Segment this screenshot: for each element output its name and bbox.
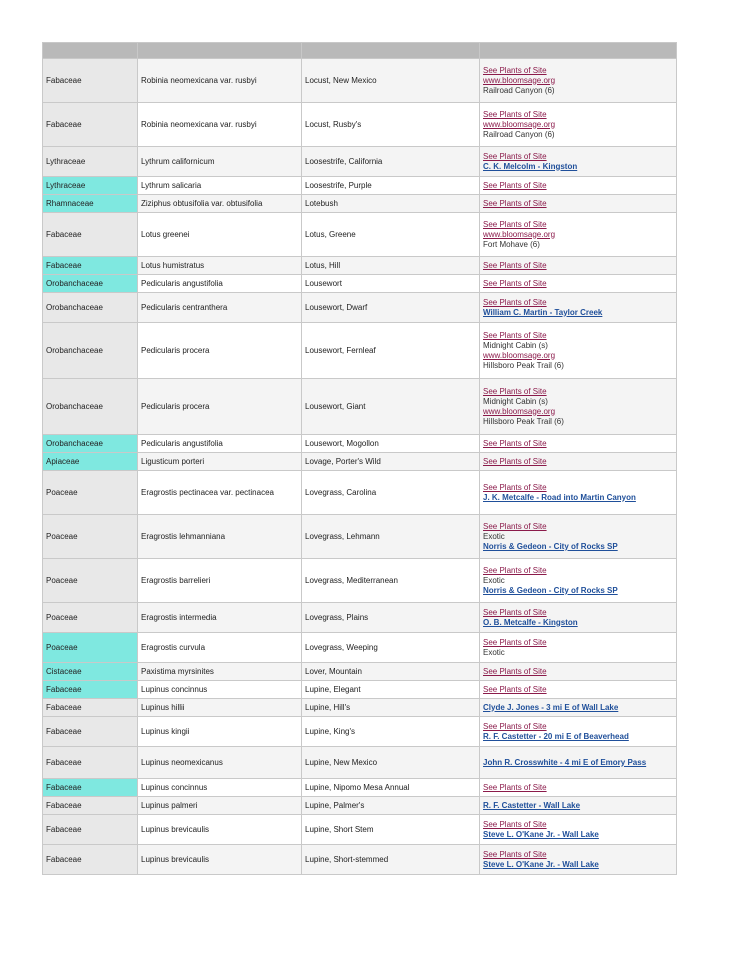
species-cell: Lupinus neomexicanus: [138, 747, 302, 779]
site-link[interactable]: R. F. Castetter - 20 mi E of Beaverhead: [483, 731, 629, 741]
species-cell: Lupinus concinnus: [138, 681, 302, 699]
species-cell: Robinia neomexicana var. rusbyi: [138, 103, 302, 147]
table-row: [43, 633, 677, 663]
links-cell: [480, 453, 677, 471]
links-cell: [480, 681, 677, 699]
site-link[interactable]: C. K. Melcolm - Kingston: [483, 161, 578, 171]
table-row: [43, 747, 677, 779]
table-row: [43, 59, 677, 103]
site-link[interactable]: Steve L. O'Kane Jr. - Wall Lake: [483, 829, 599, 839]
species-cell: Lotus greenei: [138, 213, 302, 257]
site-link[interactable]: See Plants of Site: [483, 456, 547, 466]
site-link[interactable]: See Plants of Site: [483, 198, 547, 208]
table-row: [43, 177, 677, 195]
site-link[interactable]: R. F. Castetter - Wall Lake: [483, 800, 581, 810]
site-link[interactable]: See Plants of Site: [483, 180, 547, 190]
site-note: Hillsboro Peak Trail (6): [483, 360, 564, 370]
table-row: [43, 845, 677, 875]
family-cell: Fabaceae: [43, 59, 138, 103]
family-cell: Fabaceae: [43, 257, 138, 275]
table-row: [43, 681, 677, 699]
site-note: Exotic: [483, 575, 505, 585]
table-row: [43, 515, 677, 559]
common-name-cell: Locust, Rusby's: [302, 103, 480, 147]
common-name-cell: Lovegrass, Lehmann: [302, 515, 480, 559]
table-row: [43, 717, 677, 747]
site-link[interactable]: See Plants of Site: [483, 151, 547, 161]
family-cell: Fabaceae: [43, 747, 138, 779]
species-cell: Eragrostis lehmanniana: [138, 515, 302, 559]
family-cell: Fabaceae: [43, 699, 138, 717]
table-header-row: [43, 43, 677, 59]
links-cell: [480, 633, 677, 663]
species-cell: Lythrum salicaria: [138, 177, 302, 195]
site-link[interactable]: See Plants of Site: [483, 637, 547, 647]
family-cell: Orobanchaceae: [43, 379, 138, 435]
common-name-cell: Lover, Mountain: [302, 663, 480, 681]
site-note: Exotic: [483, 647, 505, 657]
links-cell: [480, 275, 677, 293]
common-name-cell: Lousewort, Dwarf: [302, 293, 480, 323]
common-name-cell: Lovage, Porter's Wild: [302, 453, 480, 471]
family-cell: Poaceae: [43, 471, 138, 515]
links-cell: [480, 323, 677, 379]
species-cell: Pedicularis procera: [138, 379, 302, 435]
species-cell: Paxistima myrsinites: [138, 663, 302, 681]
species-cell: Ziziphus obtusifolia var. obtusifolia: [138, 195, 302, 213]
common-name-cell: Lupine, Nipomo Mesa Annual: [302, 779, 480, 797]
links-cell: [480, 379, 677, 435]
table-row: [43, 663, 677, 681]
site-link[interactable]: www.bloomsage.org: [483, 229, 556, 239]
site-note: Midnight Cabin (s): [483, 396, 548, 406]
site-link[interactable]: See Plants of Site: [483, 849, 547, 859]
table-row: [43, 213, 677, 257]
site-note: Midnight Cabin (s): [483, 340, 548, 350]
table-row: [43, 559, 677, 603]
links-cell: [480, 213, 677, 257]
site-link[interactable]: www.bloomsage.org: [483, 75, 556, 85]
links-cell: [480, 797, 677, 815]
header-cell: [138, 43, 302, 59]
site-link[interactable]: See Plants of Site: [483, 782, 547, 792]
table-body: [43, 59, 677, 875]
family-cell: Poaceae: [43, 633, 138, 663]
table-row: [43, 699, 677, 717]
header-cell: [43, 43, 138, 59]
species-cell: Lupinus palmeri: [138, 797, 302, 815]
site-link[interactable]: See Plants of Site: [483, 330, 547, 340]
links-cell: [480, 59, 677, 103]
links-cell: [480, 471, 677, 515]
site-link[interactable]: John R. Crosswhite - 4 mi E of Emory Pass: [483, 757, 647, 767]
links-cell: [480, 177, 677, 195]
table-row: [43, 323, 677, 379]
table-row: [43, 379, 677, 435]
family-cell: Poaceae: [43, 603, 138, 633]
site-link[interactable]: William C. Martin - Taylor Creek: [483, 307, 603, 317]
table-row: [43, 603, 677, 633]
common-name-cell: Lovegrass, Plains: [302, 603, 480, 633]
site-link[interactable]: See Plants of Site: [483, 438, 547, 448]
common-name-cell: Locust, New Mexico: [302, 59, 480, 103]
common-name-cell: Lupine, Short Stem: [302, 815, 480, 845]
site-note: Railroad Canyon (6): [483, 129, 555, 139]
common-name-cell: Lupine, Palmer's: [302, 797, 480, 815]
site-link[interactable]: See Plants of Site: [483, 607, 547, 617]
site-link[interactable]: O. B. Metcalfe - Kingston: [483, 617, 578, 627]
links-cell: [480, 815, 677, 845]
common-name-cell: Lotebush: [302, 195, 480, 213]
site-link[interactable]: See Plants of Site: [483, 278, 547, 288]
family-cell: Apiaceae: [43, 453, 138, 471]
species-cell: Ligusticum porteri: [138, 453, 302, 471]
site-link[interactable]: Steve L. O'Kane Jr. - Wall Lake: [483, 859, 599, 869]
common-name-cell: Lupine, Elegant: [302, 681, 480, 699]
links-cell: [480, 515, 677, 559]
common-name-cell: Lovegrass, Weeping: [302, 633, 480, 663]
site-link[interactable]: www.bloomsage.org: [483, 350, 556, 360]
species-cell: Lythrum californicum: [138, 147, 302, 177]
site-link[interactable]: www.bloomsage.org: [483, 119, 556, 129]
table-row: [43, 435, 677, 453]
links-cell: [480, 559, 677, 603]
common-name-cell: Lovegrass, Mediterranean: [302, 559, 480, 603]
site-link[interactable]: See Plants of Site: [483, 521, 547, 531]
species-cell: Lupinus brevicaulis: [138, 845, 302, 875]
links-cell: [480, 293, 677, 323]
site-link[interactable]: See Plants of Site: [483, 819, 547, 829]
site-link[interactable]: J. K. Metcalfe - Road into Martin Canyon: [483, 492, 636, 502]
site-note: Fort Mohave (6): [483, 239, 540, 249]
species-cell: Lupinus brevicaulis: [138, 815, 302, 845]
links-cell: [480, 699, 677, 717]
plant-list-table: [42, 42, 677, 875]
site-note: Railroad Canyon (6): [483, 85, 555, 95]
family-cell: Orobanchaceae: [43, 323, 138, 379]
links-cell: [480, 147, 677, 177]
family-cell: Rhamnaceae: [43, 195, 138, 213]
family-cell: Fabaceae: [43, 779, 138, 797]
site-link[interactable]: See Plants of Site: [483, 219, 547, 229]
table-row: [43, 779, 677, 797]
species-cell: Lupinus concinnus: [138, 779, 302, 797]
common-name-cell: Lousewort, Giant: [302, 379, 480, 435]
site-link[interactable]: See Plants of Site: [483, 721, 547, 731]
family-cell: Orobanchaceae: [43, 435, 138, 453]
site-link[interactable]: See Plants of Site: [483, 109, 547, 119]
site-link[interactable]: See Plants of Site: [483, 386, 547, 396]
common-name-cell: Lupine, Short-stemmed: [302, 845, 480, 875]
table-row: [43, 275, 677, 293]
species-cell: Lotus humistratus: [138, 257, 302, 275]
site-link[interactable]: See Plants of Site: [483, 565, 547, 575]
links-cell: [480, 603, 677, 633]
common-name-cell: Lupine, Hill's: [302, 699, 480, 717]
species-cell: Lupinus hillii: [138, 699, 302, 717]
links-cell: [480, 717, 677, 747]
links-cell: [480, 747, 677, 779]
species-cell: Robinia neomexicana var. rusbyi: [138, 59, 302, 103]
site-link[interactable]: See Plants of Site: [483, 684, 547, 694]
links-cell: [480, 103, 677, 147]
common-name-cell: Lotus, Hill: [302, 257, 480, 275]
site-link[interactable]: www.bloomsage.org: [483, 406, 556, 416]
common-name-cell: Lotus, Greene: [302, 213, 480, 257]
site-link[interactable]: See Plants of Site: [483, 260, 547, 270]
links-cell: [480, 195, 677, 213]
species-cell: Lupinus kingii: [138, 717, 302, 747]
table-row: [43, 293, 677, 323]
site-link[interactable]: Clyde J. Jones - 3 mi E of Wall Lake: [483, 702, 619, 712]
family-cell: Cistaceae: [43, 663, 138, 681]
links-cell: [480, 257, 677, 275]
common-name-cell: Lupine, New Mexico: [302, 747, 480, 779]
species-cell: Pedicularis procera: [138, 323, 302, 379]
header-cell: [480, 43, 677, 59]
family-cell: Fabaceae: [43, 815, 138, 845]
family-cell: Orobanchaceae: [43, 275, 138, 293]
common-name-cell: Lovegrass, Carolina: [302, 471, 480, 515]
common-name-cell: Lousewort, Fernleaf: [302, 323, 480, 379]
table-row: [43, 257, 677, 275]
species-cell: Eragrostis curvula: [138, 633, 302, 663]
family-cell: Lythraceae: [43, 147, 138, 177]
common-name-cell: Lupine, King's: [302, 717, 480, 747]
family-cell: Poaceae: [43, 559, 138, 603]
family-cell: Poaceae: [43, 515, 138, 559]
species-cell: Eragrostis barrelieri: [138, 559, 302, 603]
site-note: Exotic: [483, 531, 505, 541]
site-note: Hillsboro Peak Trail (6): [483, 416, 564, 426]
species-cell: Pedicularis centranthera: [138, 293, 302, 323]
links-cell: [480, 845, 677, 875]
document-page: [42, 42, 676, 875]
species-cell: Eragrostis pectinacea var. pectinacea: [138, 471, 302, 515]
site-link[interactable]: See Plants of Site: [483, 65, 547, 75]
site-link[interactable]: Norris & Gedeon - City of Rocks SP: [483, 541, 618, 551]
table-row: [43, 471, 677, 515]
site-link[interactable]: See Plants of Site: [483, 666, 547, 676]
common-name-cell: Loosestrife, California: [302, 147, 480, 177]
table-row: [43, 103, 677, 147]
common-name-cell: Lousewort, Mogollon: [302, 435, 480, 453]
species-cell: Eragrostis intermedia: [138, 603, 302, 633]
family-cell: Fabaceae: [43, 845, 138, 875]
links-cell: [480, 435, 677, 453]
site-link[interactable]: See Plants of Site: [483, 297, 547, 307]
species-cell: Pedicularis angustifolia: [138, 435, 302, 453]
common-name-cell: Loosestrife, Purple: [302, 177, 480, 195]
site-link[interactable]: Norris & Gedeon - City of Rocks SP: [483, 585, 618, 595]
links-cell: [480, 779, 677, 797]
table-row: [43, 453, 677, 471]
family-cell: Fabaceae: [43, 213, 138, 257]
links-cell: [480, 663, 677, 681]
species-cell: Pedicularis angustifolia: [138, 275, 302, 293]
table-row: [43, 195, 677, 213]
family-cell: Lythraceae: [43, 177, 138, 195]
family-cell: Fabaceae: [43, 717, 138, 747]
family-cell: Fabaceae: [43, 681, 138, 699]
common-name-cell: Lousewort: [302, 275, 480, 293]
header-cell: [302, 43, 480, 59]
family-cell: Fabaceae: [43, 103, 138, 147]
table-row: [43, 147, 677, 177]
table-row: [43, 797, 677, 815]
family-cell: Fabaceae: [43, 797, 138, 815]
site-link[interactable]: See Plants of Site: [483, 482, 547, 492]
family-cell: Orobanchaceae: [43, 293, 138, 323]
table-row: [43, 815, 677, 845]
